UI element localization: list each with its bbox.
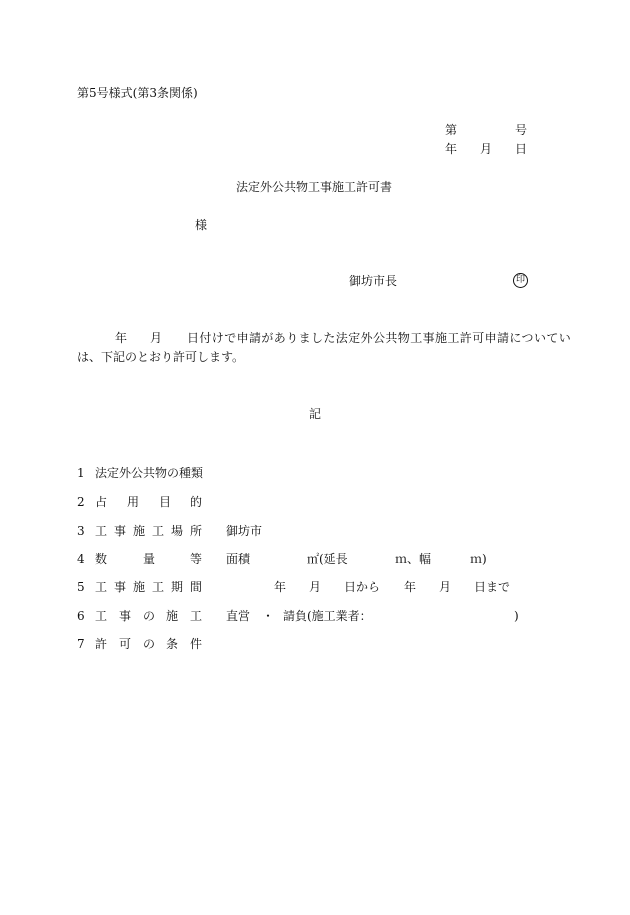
item-5-from-month: 月 — [309, 580, 322, 594]
item-7-label-3: の — [143, 637, 156, 651]
addressee-suffix: 様 — [195, 218, 208, 232]
item-2-label-2: 用 — [127, 495, 140, 509]
item-6-label-4: 施 — [166, 609, 179, 623]
item-3-label-2: 事 — [114, 524, 127, 538]
item-6-label-1: 工 — [95, 609, 108, 623]
item-5-to-month: 月 — [439, 580, 452, 594]
form-number: 第5号様式(第3条関係) — [77, 86, 198, 100]
item-5-label-6: 間 — [190, 580, 203, 594]
item-3-number: 3 — [77, 524, 85, 538]
item-5-label-5: 期 — [171, 580, 184, 594]
body-year: 年 — [115, 331, 128, 345]
seal-mark: 印 — [513, 273, 528, 288]
date-day: 日 — [515, 142, 528, 156]
date-year: 年 — [445, 142, 458, 156]
item-7-label-2: 可 — [119, 637, 132, 651]
item-2-label-4: 的 — [190, 495, 203, 509]
item-6-direct: 直営 — [226, 609, 251, 623]
item-5-label-1: 工 — [95, 580, 108, 594]
item-4-unit-m2: ㎡(延長 — [307, 552, 348, 566]
item-1-label: 法定外公共物の種類 — [95, 466, 204, 480]
item-3-label-1: 工 — [95, 524, 108, 538]
body-line1: 日付けで申請がありました法定外公共物工事施工許可申請についてい — [187, 331, 572, 345]
item-5-to-year: 年 — [404, 580, 417, 594]
doc-number-dai: 第 — [445, 123, 458, 137]
item-3-label-3: 施 — [133, 524, 146, 538]
item-6-number: 6 — [77, 609, 85, 623]
item-5-number: 5 — [77, 580, 85, 594]
item-5-label-2: 事 — [114, 580, 127, 594]
body-month: 月 — [150, 331, 163, 345]
item-7-label-1: 許 — [95, 637, 108, 651]
item-4-area: 面積 — [226, 552, 251, 566]
item-6-label-2: 事 — [119, 609, 132, 623]
item-4-label-2: 量 — [143, 552, 156, 566]
item-3-label-6: 所 — [190, 524, 203, 538]
item-3-label-4: 工 — [152, 524, 165, 538]
issuer-name: 御坊市長 — [349, 274, 398, 288]
item-5-from-day: 日から — [344, 580, 381, 594]
document-title: 法定外公共物工事施工許可書 — [236, 180, 393, 194]
item-4-label-3: 等 — [190, 552, 203, 566]
body-line2: は、下記のとおり許可します。 — [77, 350, 245, 364]
item-5-from-year: 年 — [274, 580, 287, 594]
item-4-number: 4 — [77, 552, 85, 566]
item-3-label-5: 場 — [171, 524, 184, 538]
item-4-label-1: 数 — [95, 552, 108, 566]
item-6-close: ) — [514, 609, 519, 623]
item-2-label-1: 占 — [95, 495, 108, 509]
item-3-value: 御坊市 — [226, 524, 263, 538]
item-2-number: 2 — [77, 495, 85, 509]
item-4-close: ｍ) — [470, 552, 487, 566]
item-6-contract: 請負(施工業者： — [283, 609, 372, 623]
ki-heading: 記 — [309, 407, 322, 421]
item-2-label-3: 目 — [159, 495, 172, 509]
item-1-number: 1 — [77, 466, 85, 480]
item-6-label-5: 工 — [190, 609, 203, 623]
item-6-label-3: の — [143, 609, 156, 623]
date-month: 月 — [480, 142, 493, 156]
item-4-unit-m: ｍ、幅 — [395, 552, 432, 566]
item-5-label-4: 工 — [152, 580, 165, 594]
item-5-to-day: 日まで — [474, 580, 511, 594]
doc-number-go: 号 — [515, 123, 528, 137]
item-7-label-4: 条 — [166, 637, 179, 651]
item-7-number: 7 — [77, 637, 85, 651]
item-5-label-3: 施 — [133, 580, 146, 594]
item-6-dot: ・ — [262, 609, 275, 623]
item-7-label-5: 件 — [190, 637, 203, 651]
